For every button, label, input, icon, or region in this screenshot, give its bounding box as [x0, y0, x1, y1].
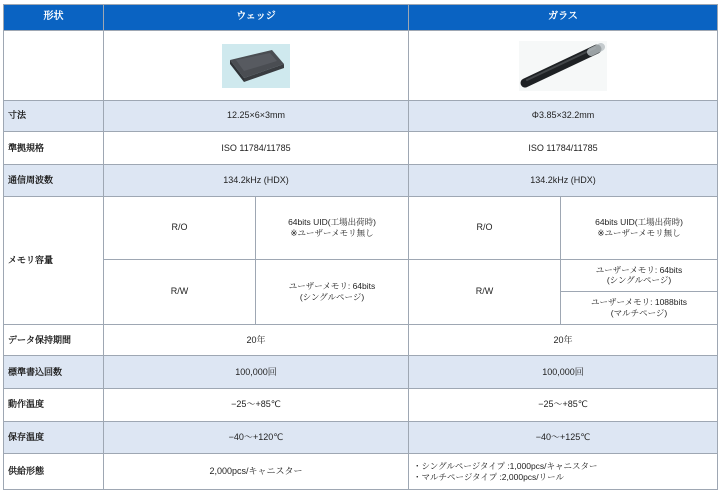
row-frequency — [4, 164, 718, 196]
header-wedge: ウェッジ — [104, 5, 409, 31]
glass-supply — [409, 454, 718, 490]
glass-dimensions: Φ3.85×32.2mm — [409, 100, 718, 132]
image-row — [4, 31, 718, 100]
header-shape: 形状 — [4, 5, 104, 31]
row-standard — [4, 132, 718, 165]
row-retention — [4, 324, 718, 356]
row-storage-temp — [4, 421, 718, 454]
wedge-memory-rw-line1: ユーザーメモリ: 64bits — [288, 281, 376, 292]
glass-memory-ro: R/O — [409, 196, 561, 259]
glass-standard: ISO 11784/11785 — [409, 132, 718, 165]
glass-memory-rw-single-line1: ユーザーメモリ: 64bits — [595, 264, 683, 275]
header-glass: ガラス — [409, 5, 718, 31]
glass-memory-rw-single — [561, 259, 718, 292]
glass-memory-rw-multi-line1: ユーザーメモリ: 1088bits — [591, 297, 687, 308]
wedge-memory-ro-desc — [256, 196, 409, 259]
wedge-memory-rw-desc — [256, 259, 409, 324]
glass-memory-rw-multi — [561, 292, 718, 325]
glass-memory-rw-multi-line2: (マルチページ) — [610, 308, 668, 319]
label-supply: 供給形態 — [4, 454, 104, 490]
header-row — [4, 5, 718, 31]
glass-memory-ro-desc — [561, 196, 718, 259]
glass-tag-photo — [519, 41, 607, 91]
wedge-memory-ro: R/O — [104, 196, 256, 259]
wedge-standard: ISO 11784/11785 — [104, 132, 409, 165]
row-write-cycles — [4, 356, 718, 389]
wedge-storage-temp: −40〜+120℃ — [104, 421, 409, 454]
wedge-frequency: 134.2kHz (HDX) — [104, 164, 409, 196]
label-retention: データ保持期間 — [4, 324, 104, 356]
glass-frequency: 134.2kHz (HDX) — [409, 164, 718, 196]
wedge-tag-photo — [222, 44, 290, 88]
row-memory-ro-a — [4, 196, 718, 228]
row-dimensions — [4, 100, 718, 132]
label-dimensions: 寸法 — [4, 100, 104, 132]
glass-supply-line2: ・マルチページタイプ :2,000pcs/リール — [413, 471, 564, 482]
label-standard: 準拠規格 — [4, 132, 104, 165]
wedge-memory-ro-line1: 64bits UID(工場出荷時) — [288, 216, 376, 227]
glass-memory-ro-line2: ※ユーザーメモリ無し — [597, 227, 681, 238]
image-row-label — [4, 31, 104, 100]
wedge-image-cell — [104, 31, 409, 100]
label-operating-temp: 動作温度 — [4, 389, 104, 422]
glass-supply-line1: ・シングルページタイプ :1,000pcs/キャニスター — [413, 460, 598, 471]
glass-storage-temp: −40〜+125℃ — [409, 421, 718, 454]
glass-retention: 20年 — [409, 324, 718, 356]
glass-memory-ro-line1: 64bits UID(工場出荷時) — [595, 216, 683, 227]
glass-memory-rw-single-line2: (シングルページ) — [606, 275, 672, 286]
wedge-dimensions: 12.25×6×3mm — [104, 100, 409, 132]
glass-image-cell — [409, 31, 718, 100]
wedge-operating-temp: −25〜+85℃ — [104, 389, 409, 422]
wedge-write-cycles: 100,000回 — [104, 356, 409, 389]
label-memory: メモリ容量 — [4, 196, 104, 324]
wedge-retention: 20年 — [104, 324, 409, 356]
label-write-cycles: 標準書込回数 — [4, 356, 104, 389]
glass-operating-temp: −25〜+85℃ — [409, 389, 718, 422]
glass-memory-rw: R/W — [409, 259, 561, 324]
wedge-memory-rw-line2: (シングルページ) — [299, 291, 365, 302]
row-memory-rw-a — [4, 259, 718, 292]
glass-write-cycles: 100,000回 — [409, 356, 718, 389]
spec-table — [3, 4, 718, 490]
label-storage-temp: 保存温度 — [4, 421, 104, 454]
wedge-memory-ro-line2: ※ユーザーメモリ無し — [290, 227, 374, 238]
row-supply — [4, 454, 718, 490]
row-operating-temp — [4, 389, 718, 422]
wedge-supply: 2,000pcs/キャニスター — [104, 454, 409, 490]
wedge-memory-rw: R/W — [104, 259, 256, 324]
label-frequency: 通信周波数 — [4, 164, 104, 196]
